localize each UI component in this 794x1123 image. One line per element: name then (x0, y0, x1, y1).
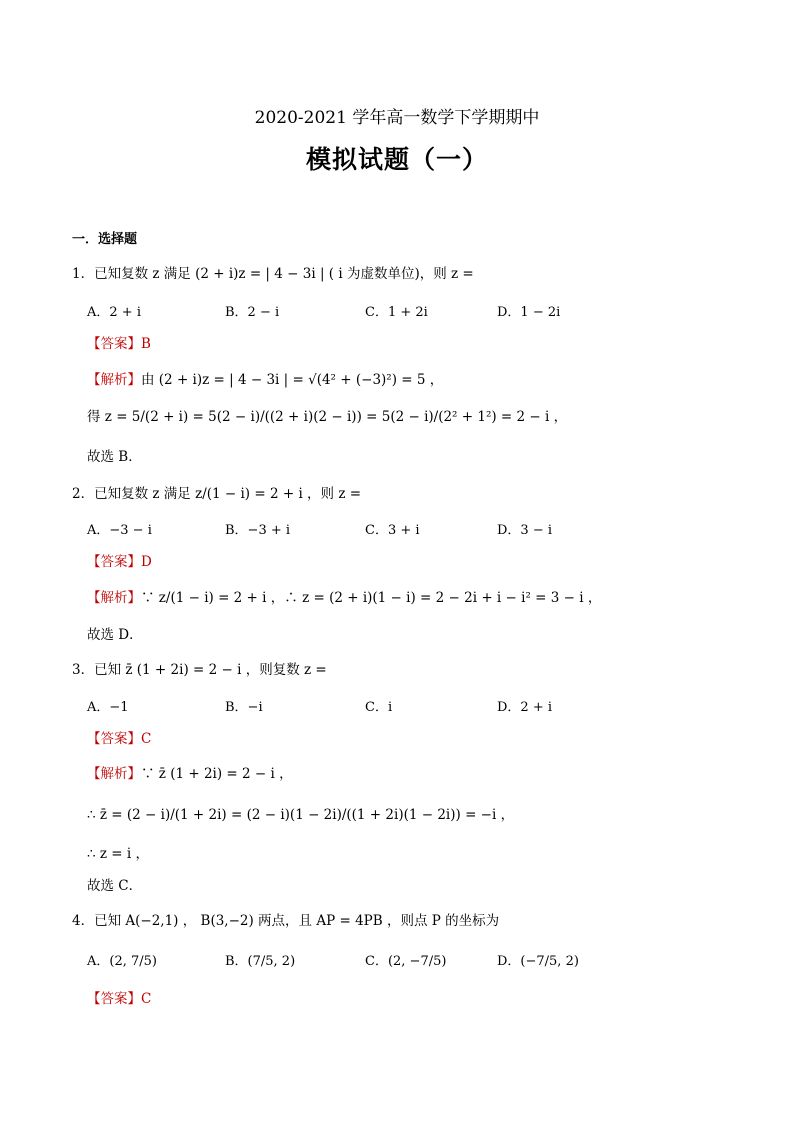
question-1-solution-1: 【解析】由 (2 + i)z = | 4 − 3i | = √(4² + (−3)²) = 5 ， (87, 372, 444, 388)
question-4-answer: 【答案】C (87, 991, 152, 1007)
title-line-2: 模拟试题（一） (305, 145, 488, 174)
question-1-answer: 【答案】B (87, 336, 151, 352)
question-1-conclusion: 故选 B． (87, 449, 142, 465)
question-2-option-b: B．−3 + i (225, 523, 291, 538)
question-2-conclusion: 故选 D． (87, 627, 143, 643)
question-4-stem: 4．已知 A(−2,1) ， B(3,−2) 两点，且 AP = 4PB ，则点 P 的坐标为 (72, 913, 500, 929)
question-3-option-a: A．−1 (87, 700, 129, 715)
question-4-option-d: D．(−7/5, 2) (497, 954, 579, 969)
question-1-option-c: C．1 + 2i (365, 305, 428, 320)
question-1-stem: 1．已知复数 z 满足 (2 + i)z = | 4 − 3i | ( i 为虚数单位)，则 z = (72, 266, 474, 282)
question-3-solution-2: ∴ z̄ = (2 − i)/(1 + 2i) = (2 − i)(1 − 2i)/((1 + 2i)(1 − 2i)) = −i ， (87, 807, 515, 823)
section-heading: 一．选择题 (72, 232, 138, 247)
question-2-option-c: C．3 + i (365, 523, 420, 538)
question-4-option-a: A．(2, 7/5) (87, 954, 157, 969)
question-3-solution-3: ∴ z = i ， (87, 846, 149, 862)
question-1-option-d: D．1 − 2i (497, 305, 561, 320)
question-2-option-d: D．3 − i (497, 523, 553, 538)
question-3-solution-1: 【解析】∵ z̄ (1 + 2i) = 2 − i ， (87, 766, 293, 782)
question-4-option-c: C．(2, −7/5) (365, 954, 447, 969)
question-3-conclusion: 故选 C． (87, 878, 143, 894)
title-line-1: 2020-2021 学年高一数学下学期期中 (254, 108, 540, 128)
question-2-stem: 2．已知复数 z 满足 z/(1 − i) = 2 + i ，则 z = (72, 486, 362, 502)
question-2-answer: 【答案】D (87, 554, 152, 570)
question-2-solution-1: 【解析】∵ z/(1 − i) = 2 + i ，∴ z = (2 + i)(1 − i) = 2 − 2i + i − i² = 3 − i ， (87, 590, 602, 606)
question-1-option-b: B．2 − i (225, 305, 280, 320)
question-3-answer: 【答案】C (87, 731, 152, 747)
question-3-option-c: C．i (365, 700, 393, 715)
question-2-option-a: A．−3 − i (87, 523, 152, 538)
question-1-option-a: A．2 + i (87, 305, 141, 320)
question-1-solution-2: 得 z = 5/(2 + i) = 5(2 − i)/((2 + i)(2 − i)) = 5(2 − i)/(2² + 1²) = 2 − i ， (87, 409, 568, 425)
question-3-option-d: D．2 + i (497, 700, 553, 715)
question-4-option-b: B．(7/5, 2) (225, 954, 296, 969)
question-3-option-b: B．−i (225, 700, 263, 715)
question-3-stem: 3．已知 z̄ (1 + 2i) = 2 − i ，则复数 z = (72, 662, 327, 678)
